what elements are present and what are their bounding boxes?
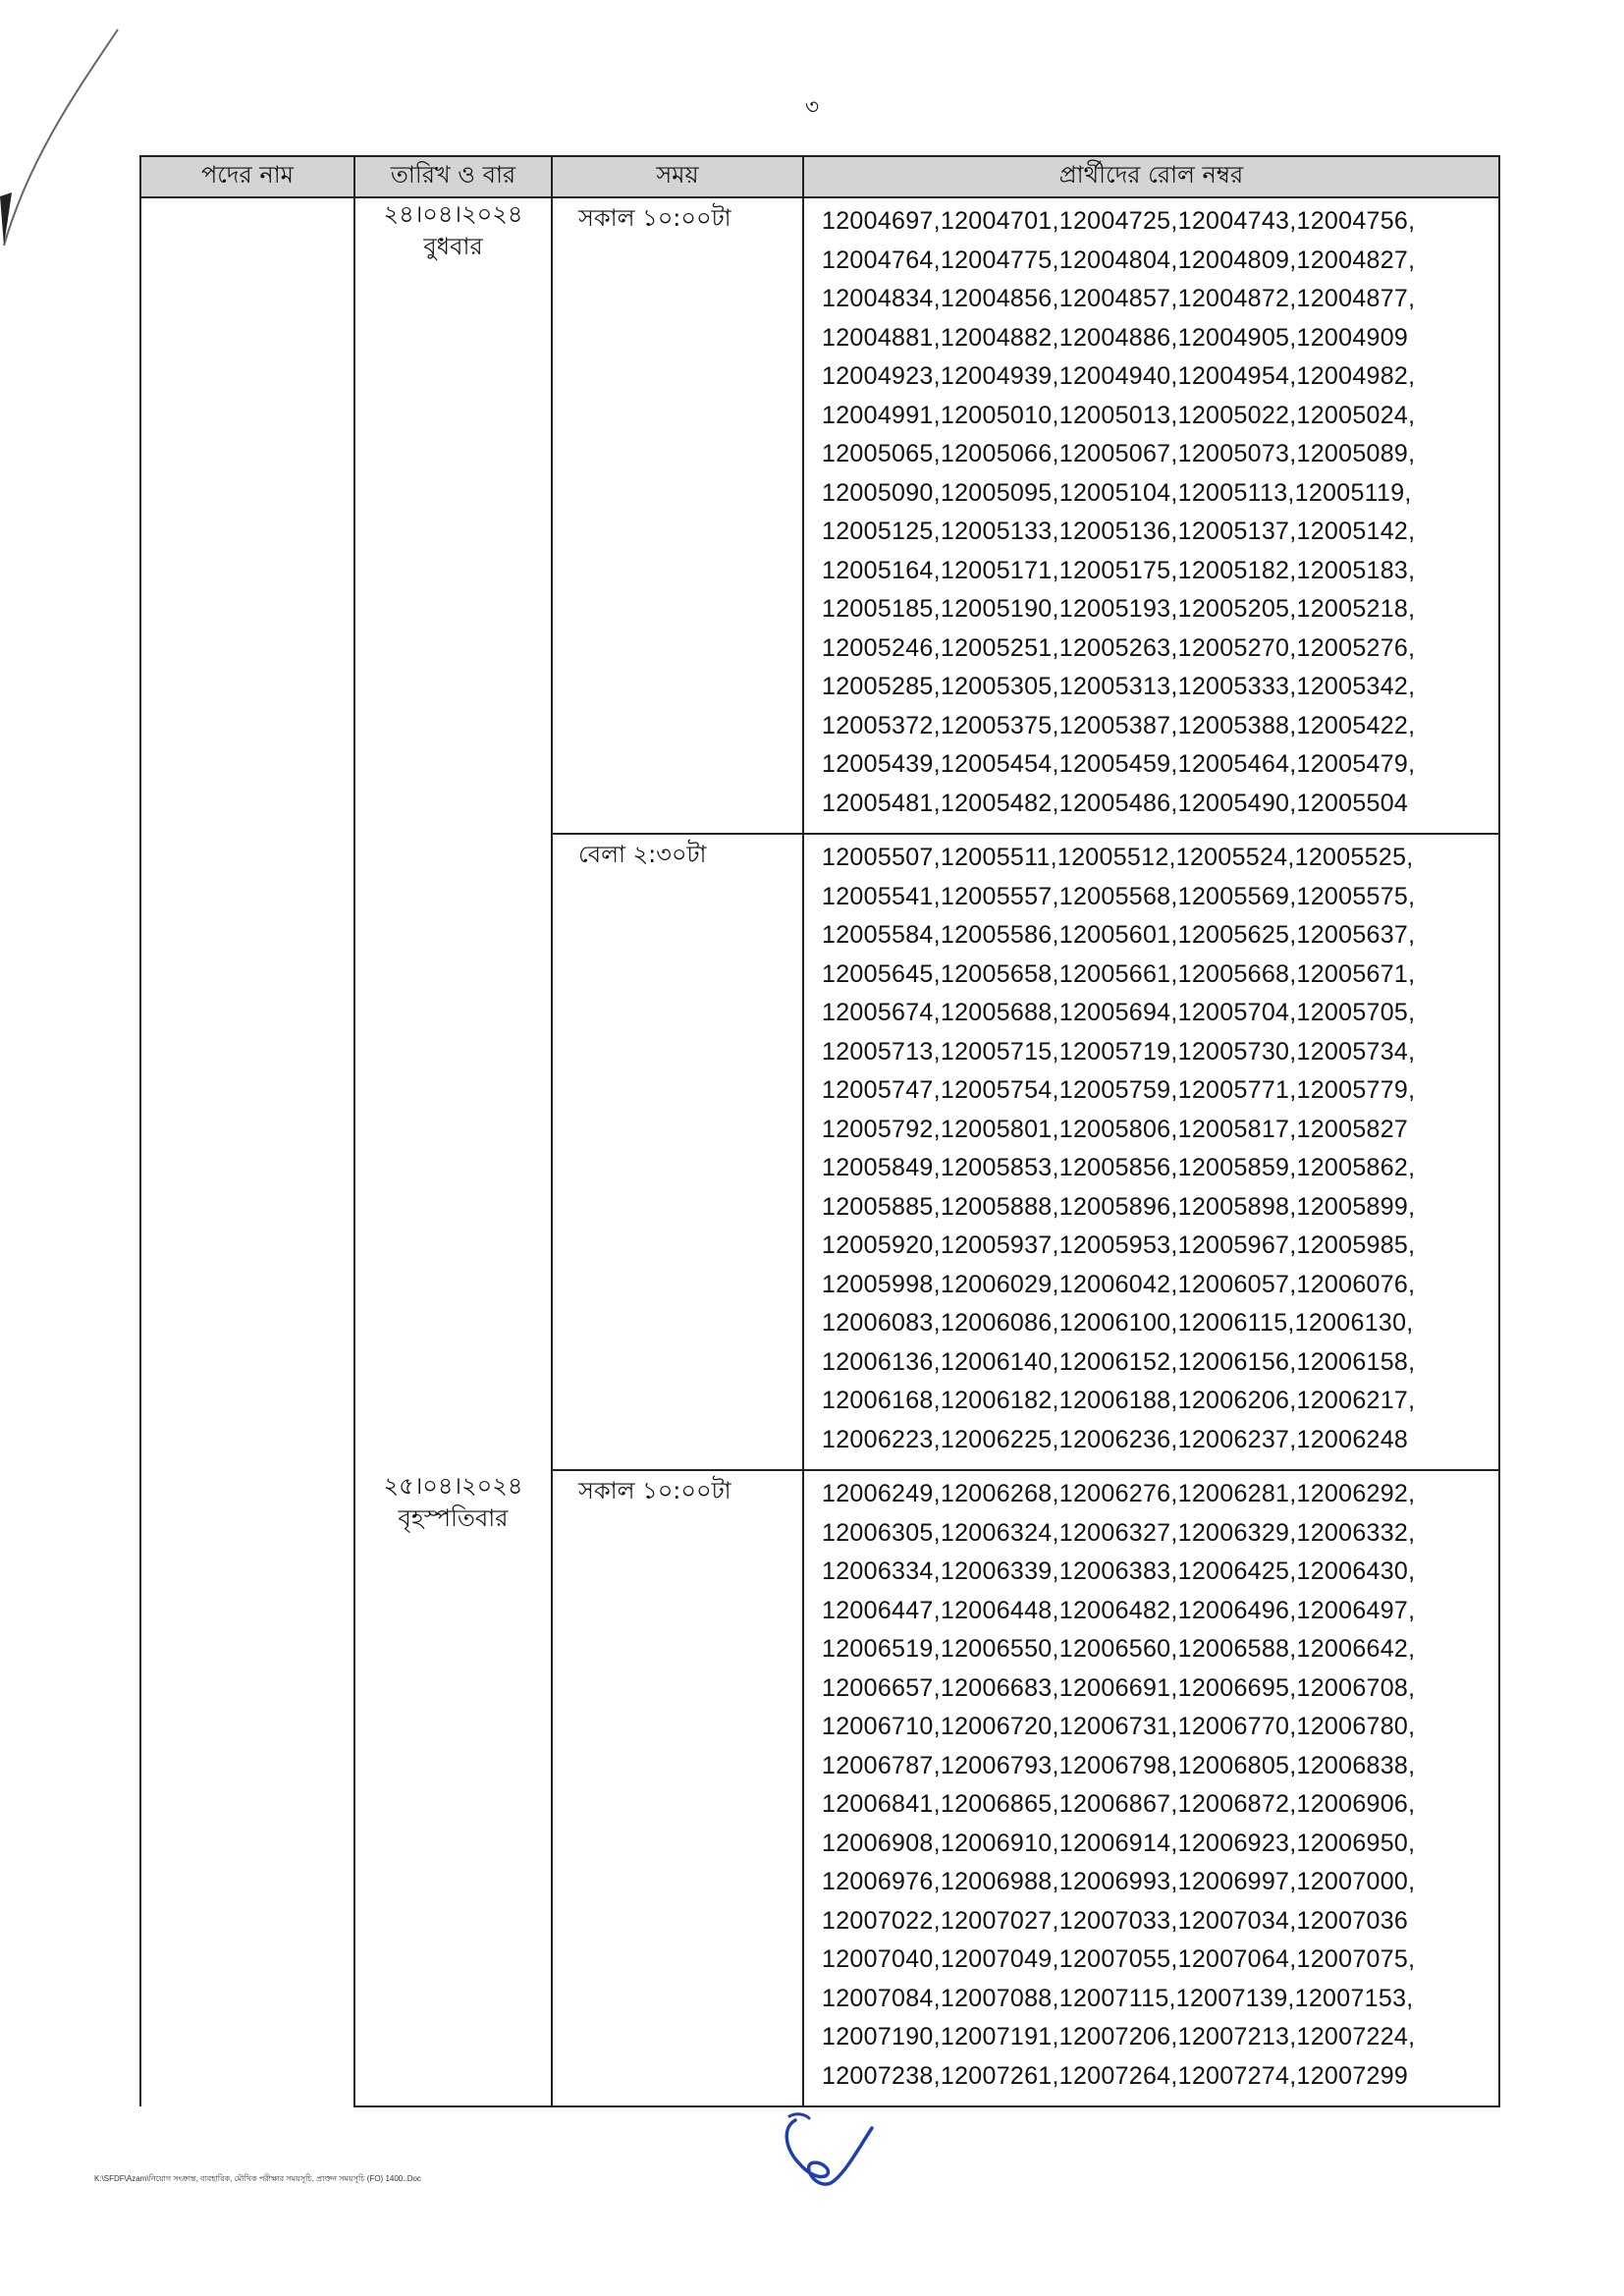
table-header-row bbox=[140, 156, 1499, 197]
roll-line: 12005246,12005251,12005263,12005270,12005276, bbox=[822, 633, 1416, 662]
time-cell: বেলা ২:৩০টা bbox=[552, 834, 803, 1470]
roll-line: 12007022,12007027,12007033,12007034,12007036 bbox=[822, 1906, 1409, 1935]
roll-line: 12006083,12006086,12006100,12006115,12006130, bbox=[822, 1309, 1414, 1337]
roll-line: 12004881,12004882,12004886,12004905,12004909 bbox=[822, 323, 1409, 352]
roll-line: 12005125,12005133,12005136,12005137,12005142, bbox=[822, 518, 1416, 545]
header-roll-numbers: প্রার্থীদের রোল নম্বর bbox=[803, 156, 1499, 197]
roll-line: 12006908,12006910,12006914,12006923,12006950, bbox=[822, 1829, 1416, 1857]
roll-line: 12007040,12007049,12007055,12007064,12007075, bbox=[822, 1945, 1416, 1973]
roll-line: 12004697,12004701,12004725,12004743,12004756, bbox=[822, 207, 1416, 235]
roll-line: 12007190,12007191,12007206,12007213,12007224, bbox=[822, 2023, 1416, 2050]
roll-line: 12006305,12006324,12006327,12006329,12006332, bbox=[822, 1518, 1416, 1547]
roll-line: 12005713,12005715,12005719,12005730,12005734, bbox=[822, 1037, 1416, 1066]
roll-line: 12005920,12005937,12005953,12005967,12005985, bbox=[822, 1231, 1416, 1259]
roll-line: 12005792,12005801,12005806,12005817,12005827 bbox=[822, 1115, 1409, 1143]
scan-edge-mark bbox=[0, 0, 128, 255]
post-name-cell bbox=[140, 197, 354, 2106]
roll-line: 12004764,12004775,12004804,12004809,12004827, bbox=[822, 246, 1416, 274]
time-cell: সকাল ১০:০০টা bbox=[552, 1470, 803, 2106]
roll-line: 12005185,12005190,12005193,12005205,12005218, bbox=[822, 595, 1416, 623]
roll-line: 12005507,12005511,12005512,12005524,12005525, bbox=[822, 844, 1414, 871]
roll-line: 12006519,12006550,12006560,12006588,12006642, bbox=[822, 1635, 1416, 1663]
header-date-day: তারিখ ও বার bbox=[354, 156, 552, 197]
roll-line: 12006249,12006268,12006276,12006281,12006292, bbox=[822, 1480, 1416, 1507]
date-cell bbox=[354, 197, 552, 1470]
table-row bbox=[140, 197, 1499, 834]
roll-line: 12006447,12006448,12006482,12006496,12006497, bbox=[822, 1596, 1416, 1624]
roll-line: 12005065,12005066,12005067,12005073,12005089, bbox=[822, 440, 1416, 467]
signature bbox=[776, 2106, 884, 2195]
roll-line: 12006136,12006140,12006152,12006156,12006158, bbox=[822, 1347, 1416, 1376]
date-cell bbox=[354, 1470, 552, 2106]
roll-numbers-cell bbox=[803, 197, 1499, 834]
weekday-text: বুধবার bbox=[423, 233, 483, 260]
roll-line: 12005164,12005171,12005175,12005182,12005183, bbox=[822, 556, 1416, 584]
roll-line: 12005885,12005888,12005896,12005898,12005899, bbox=[822, 1192, 1416, 1221]
date-text: ২৪।০৪।২০২৪ bbox=[383, 200, 523, 228]
roll-line: 12005090,12005095,12005104,12005113,12005119, bbox=[822, 478, 1412, 507]
roll-line: 12005674,12005688,12005694,12005704,12005705, bbox=[822, 999, 1416, 1026]
roll-line: 12006334,12006339,12006383,12006425,12006430, bbox=[822, 1558, 1416, 1585]
roll-line: 12006223,12006225,12006236,12006237,12006248 bbox=[822, 1425, 1409, 1453]
roll-line: 12007238,12007261,12007264,12007274,12007299 bbox=[822, 2061, 1409, 2090]
roll-line: 12006787,12006793,12006798,12006805,12006838, bbox=[822, 1751, 1416, 1779]
header-post-name: পদের নাম bbox=[140, 156, 354, 197]
roll-line: 12006710,12006720,12006731,12006770,12006780, bbox=[822, 1713, 1416, 1740]
roll-line: 12005439,12005454,12005459,12005464,12005479, bbox=[822, 750, 1416, 778]
roll-line: 12006976,12006988,12006993,12006997,12007000, bbox=[822, 1868, 1416, 1895]
roll-line: 12007084,12007088,12007115,12007139,12007153, bbox=[822, 1984, 1414, 2012]
date-text: ২৫।০৪।২০২৪ bbox=[383, 1472, 523, 1500]
roll-line: 12005541,12005557,12005568,12005569,12005575, bbox=[822, 882, 1416, 910]
roll-line: 12005998,12006029,12006042,12006057,12006076, bbox=[822, 1270, 1416, 1298]
roll-line: 12004991,12005010,12005013,12005022,12005024, bbox=[822, 401, 1416, 429]
time-cell: সকাল ১০:০০টা bbox=[552, 197, 803, 834]
roll-line: 12005285,12005305,12005313,12005333,12005342, bbox=[822, 673, 1416, 700]
roll-line: 12005645,12005658,12005661,12005668,12005671, bbox=[822, 959, 1416, 988]
roll-line: 12005584,12005586,12005601,12005625,12005637, bbox=[822, 921, 1416, 949]
roll-line: 12006657,12006683,12006691,12006695,12006708, bbox=[822, 1673, 1416, 1702]
roll-line: 12005372,12005375,12005387,12005388,12005422, bbox=[822, 711, 1416, 739]
roll-numbers-cell bbox=[803, 834, 1499, 1470]
roll-line: 12005849,12005853,12005856,12005859,12005862, bbox=[822, 1154, 1416, 1181]
roll-line: 12004923,12004939,12004940,12004954,12004982, bbox=[822, 362, 1416, 390]
file-path-footer: K:\SFDF\Azam\নিয়োগ সংক্রান্ত, ব্যবহারিক, মৌখিক পরীক্ষার সময়সূচি, প্রাক্তন সময়সূচি (FO) 1400..Doc bbox=[94, 2174, 421, 2183]
roll-line: 12004834,12004856,12004857,12004872,12004877, bbox=[822, 285, 1416, 312]
roll-line: 12005481,12005482,12005486,12005490,12005504 bbox=[822, 789, 1409, 817]
header-time: সময় bbox=[552, 156, 803, 197]
roll-line: 12006168,12006182,12006188,12006206,12006217, bbox=[822, 1387, 1416, 1414]
weekday-text: বৃহস্পতিবার bbox=[398, 1504, 509, 1532]
roll-numbers-cell bbox=[803, 1470, 1499, 2106]
page-number: ৩ bbox=[804, 95, 820, 120]
roll-line: 12006841,12006865,12006867,12006872,12006906, bbox=[822, 1790, 1416, 1818]
roll-line: 12005747,12005754,12005759,12005771,12005779, bbox=[822, 1076, 1416, 1104]
exam-schedule-table bbox=[139, 155, 1500, 2107]
